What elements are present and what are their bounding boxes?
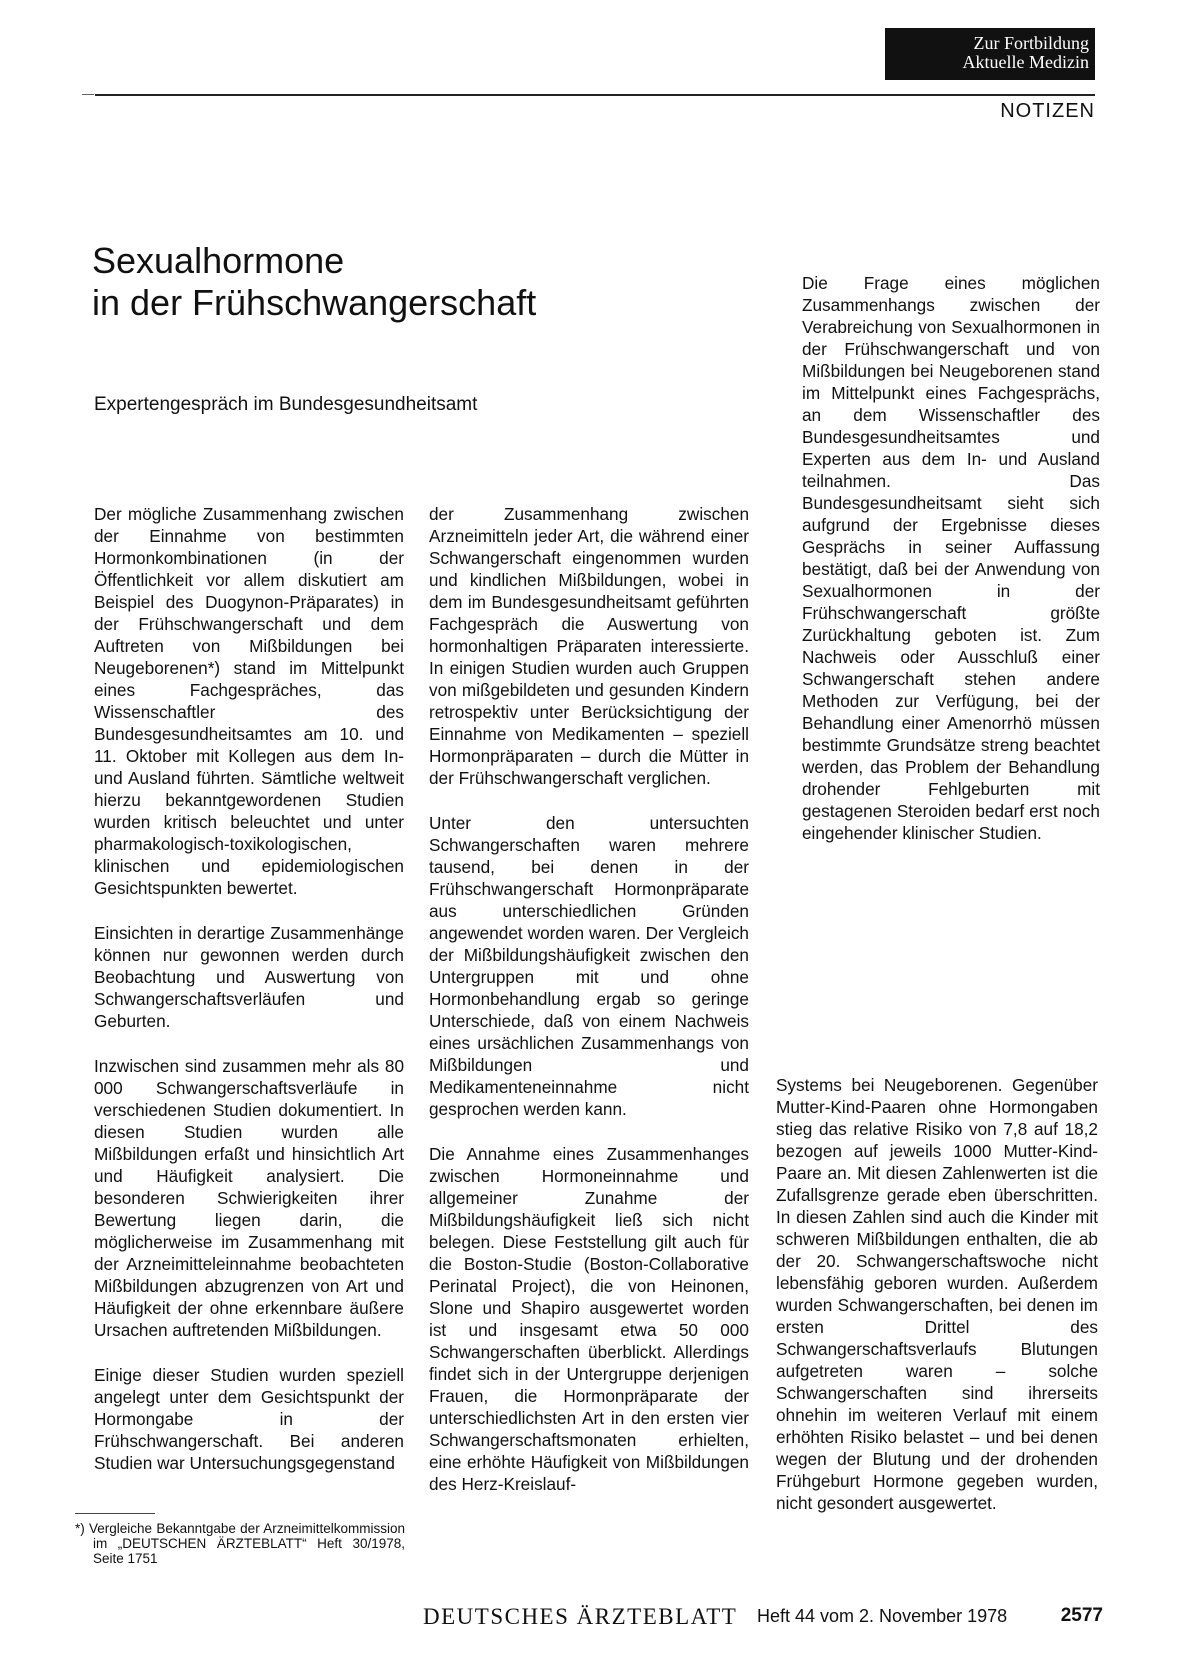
paragraph: Der mögliche Zusammenhang zwischen der Einnahme von bestimmten Hormonkombinationen (in der Öffentlichkeit vor allem diskutiert am Beispiel des Duogynon-Präparates) in der Frühschwangerschaft und dem Auftreten von Mißbildungen bei Neugeborenen*) stand im Mittelpunkt eines Fachgespräches, das Wissenschaftler des Bundesgesundheitsamtes am 10. und 11. Oktober mit Kollegen aus dem In- und Ausland führten. Sämtliche weltweit hierzu bekanntgewordenen Studien wurden kritisch beleuchtet und unter pharmakologisch-toxikologischen, klinischen und epidemiologischen Gesichtspunkten bewertet. bbox=[94, 504, 404, 898]
footnote-text: *) Vergleiche Bekanntgabe der Arzneimittelkommission im „DEUTSCHEN ÄRZTEBLATT“ Heft 30/1978, Seite 1751 bbox=[75, 1521, 405, 1566]
journal-name: DEUTSCHES ÄRZTEBLATT bbox=[423, 1604, 738, 1629]
header-rule bbox=[95, 94, 1095, 96]
footnote bbox=[75, 1521, 405, 1566]
column-1 bbox=[94, 503, 404, 1497]
header-rule-tick bbox=[82, 94, 94, 95]
column-2 bbox=[429, 503, 749, 1518]
intro-box bbox=[802, 272, 1100, 867]
paragraph: Die Annahme eines Zusammenhanges zwischen Hormoneinnahme und allgemeiner Zunahme der Mißbildungshäufigkeit ließ sich nicht belegen. Diese Feststellung gilt auch für die Boston-Studie (Boston-Collaborative Perinatal Project), die von Heinonen, Slone und Shapiro ausgewertet worden ist und insgesamt etwa 50 000 Schwangerschaften überblickt. Allerdings findet sich in der Untergruppe derjenigen Frauen, die Hormonpräparate der unterschiedlichsten Art in den ersten vier Schwangerschaftsmonaten erhielten, eine erhöhte Häufigkeit von Mißbildungen des Herz-Kreislauf- bbox=[429, 1144, 749, 1494]
paragraph: Einsichten in derartige Zusammenhänge können nur gewonnen werden durch Beobachtung und Auswertung von Schwangerschaftsverläufen und Geburten. bbox=[94, 923, 404, 1031]
title-line-2: in der Frühschwangerschaft bbox=[92, 282, 537, 323]
paragraph: Inzwischen sind zusammen mehr als 80 000 Schwangerschaftsverläufe in verschiedenen Studien dokumentiert. In diesen Studien wurden alle Mißbildungen erfaßt und hinsichtlich Art und Häufigkeit analysiert. Die besonderen Schwierigkeiten ihrer Bewertung liegen darin, die möglicherweise im Zusammenhang mit der Arzneimitteleinnahme beobachteten Mißbildungen abzugrenzen von Art und Häufigkeit der ohne erkennbare äußere Ursachen auftretenden Mißbildungen. bbox=[94, 1056, 404, 1340]
page-number: 2577 bbox=[1060, 1605, 1103, 1626]
paragraph: Systems bei Neugeborenen. Gegenüber Mutter-Kind-Paaren ohne Hormongaben stieg das relative Risiko von 7,8 auf 18,2 bezogen auf jeweils 1000 Mutter-Kind-Paare an. Mit diesen Zahlenwerten ist die Zufallsgrenze gerade eben überschritten. In diesen Zahlen sind auch die Kinder mit schweren Mißbildungen enthalten, die ab der 20. Schwangerschaftswoche nicht lebensfähig geboren wurden. Außerdem wurden Schwangerschaften, bei denen im ersten Drittel des Schwangerschaftsverlaufs Blutungen aufgetreten waren – solche Schwangerschaften sind ihrerseits ohnehin im weiteren Verlauf mit einem erhöhten Risiko belastet – und bei denen wegen der Blutung und der drohenden Frühgeburt Hormone gegeben wurden, nicht gesondert ausgewertet. bbox=[776, 1075, 1098, 1513]
section-label-line2: Aktuelle Medizin bbox=[962, 52, 1089, 72]
paragraph: Unter den untersuchten Schwangerschaften waren mehrere tausend, bei denen in der Frühschwangerschaft Hormonpräparate aus unterschiedlichen Gründen angewendet worden waren. Der Vergleich der Mißbildungshäufigkeit zwischen den Untergruppen mit und ohne Hormonbehandlung ergab so geringe Unterschiede, daß von einem Nachweis eines ursächlichen Zusammenhangs von Mißbildungen und Medikamenteneinnahme nicht gesprochen werden kann. bbox=[429, 813, 749, 1119]
section-label bbox=[885, 28, 1095, 80]
column-3 bbox=[776, 1074, 1098, 1537]
section-label-line1: Zur Fortbildung bbox=[973, 33, 1089, 53]
article-subtitle: Expertengespräch im Bundesgesundheitsamt bbox=[94, 394, 478, 415]
article-title bbox=[92, 240, 732, 324]
category-label: NOTIZEN bbox=[1000, 100, 1095, 122]
intro-paragraph: Die Frage eines möglichen Zusammenhangs zwischen der Verabreichung von Sexualhormonen in der Frühschwangerschaft und von Mißbildungen bei Neugeborenen stand im Mittelpunkt eines Fachgesprächs, an dem Wissenschaftler des Bundesgesundheitsamtes und Experten aus dem In- und Ausland teilnahmen. Das Bundesgesundheitsamt sieht sich aufgrund der Ergebnisse dieses Gesprächs in seiner Auffassung bestätigt, daß bei der Anwendung von Sexualhormonen in der Frühschwangerschaft größte Zurückhaltung geboten ist. Zum Nachweis oder Ausschluß einer Schwangerschaft stehen andere Methoden zur Verfügung, bei der Behandlung einer Amenorrhö müssen bestimmte Grundsätze streng beachtet werden, das Problem der Behandlung drohender Fehlgeburten mit gestagenen Steroiden bedarf erst noch eingehender klinischer Studien. bbox=[802, 273, 1100, 843]
page-footer bbox=[423, 1604, 1103, 1634]
footnote-rule bbox=[75, 1513, 155, 1514]
paragraph: Einige dieser Studien wurden speziell angelegt unter dem Gesichtspunkt der Hormongabe in der Frühschwangerschaft. Bei anderen Studien war Untersuchungsgegenstand bbox=[94, 1365, 404, 1473]
title-line-1: Sexualhormone bbox=[92, 240, 345, 281]
paragraph: der Zusammenhang zwischen Arzneimitteln jeder Art, die während einer Schwangerschaft eingenommen wurden und kindlichen Mißbildungen, wobei in dem im Bundesgesundheitsamt geführten Fachgespräch die Auswertung von hormonhaltigen Präparaten interessierte. In einigen Studien wurden auch Gruppen von mißgebildeten und gesunden Kindern retrospektiv unter Berücksichtigung der Einnahme von Medikamenten – speziell Hormonpräparaten – durch die Mütter in der Frühschwangerschaft verglichen. bbox=[429, 504, 749, 788]
issue-info: Heft 44 vom 2. November 1978 bbox=[757, 1606, 1008, 1626]
